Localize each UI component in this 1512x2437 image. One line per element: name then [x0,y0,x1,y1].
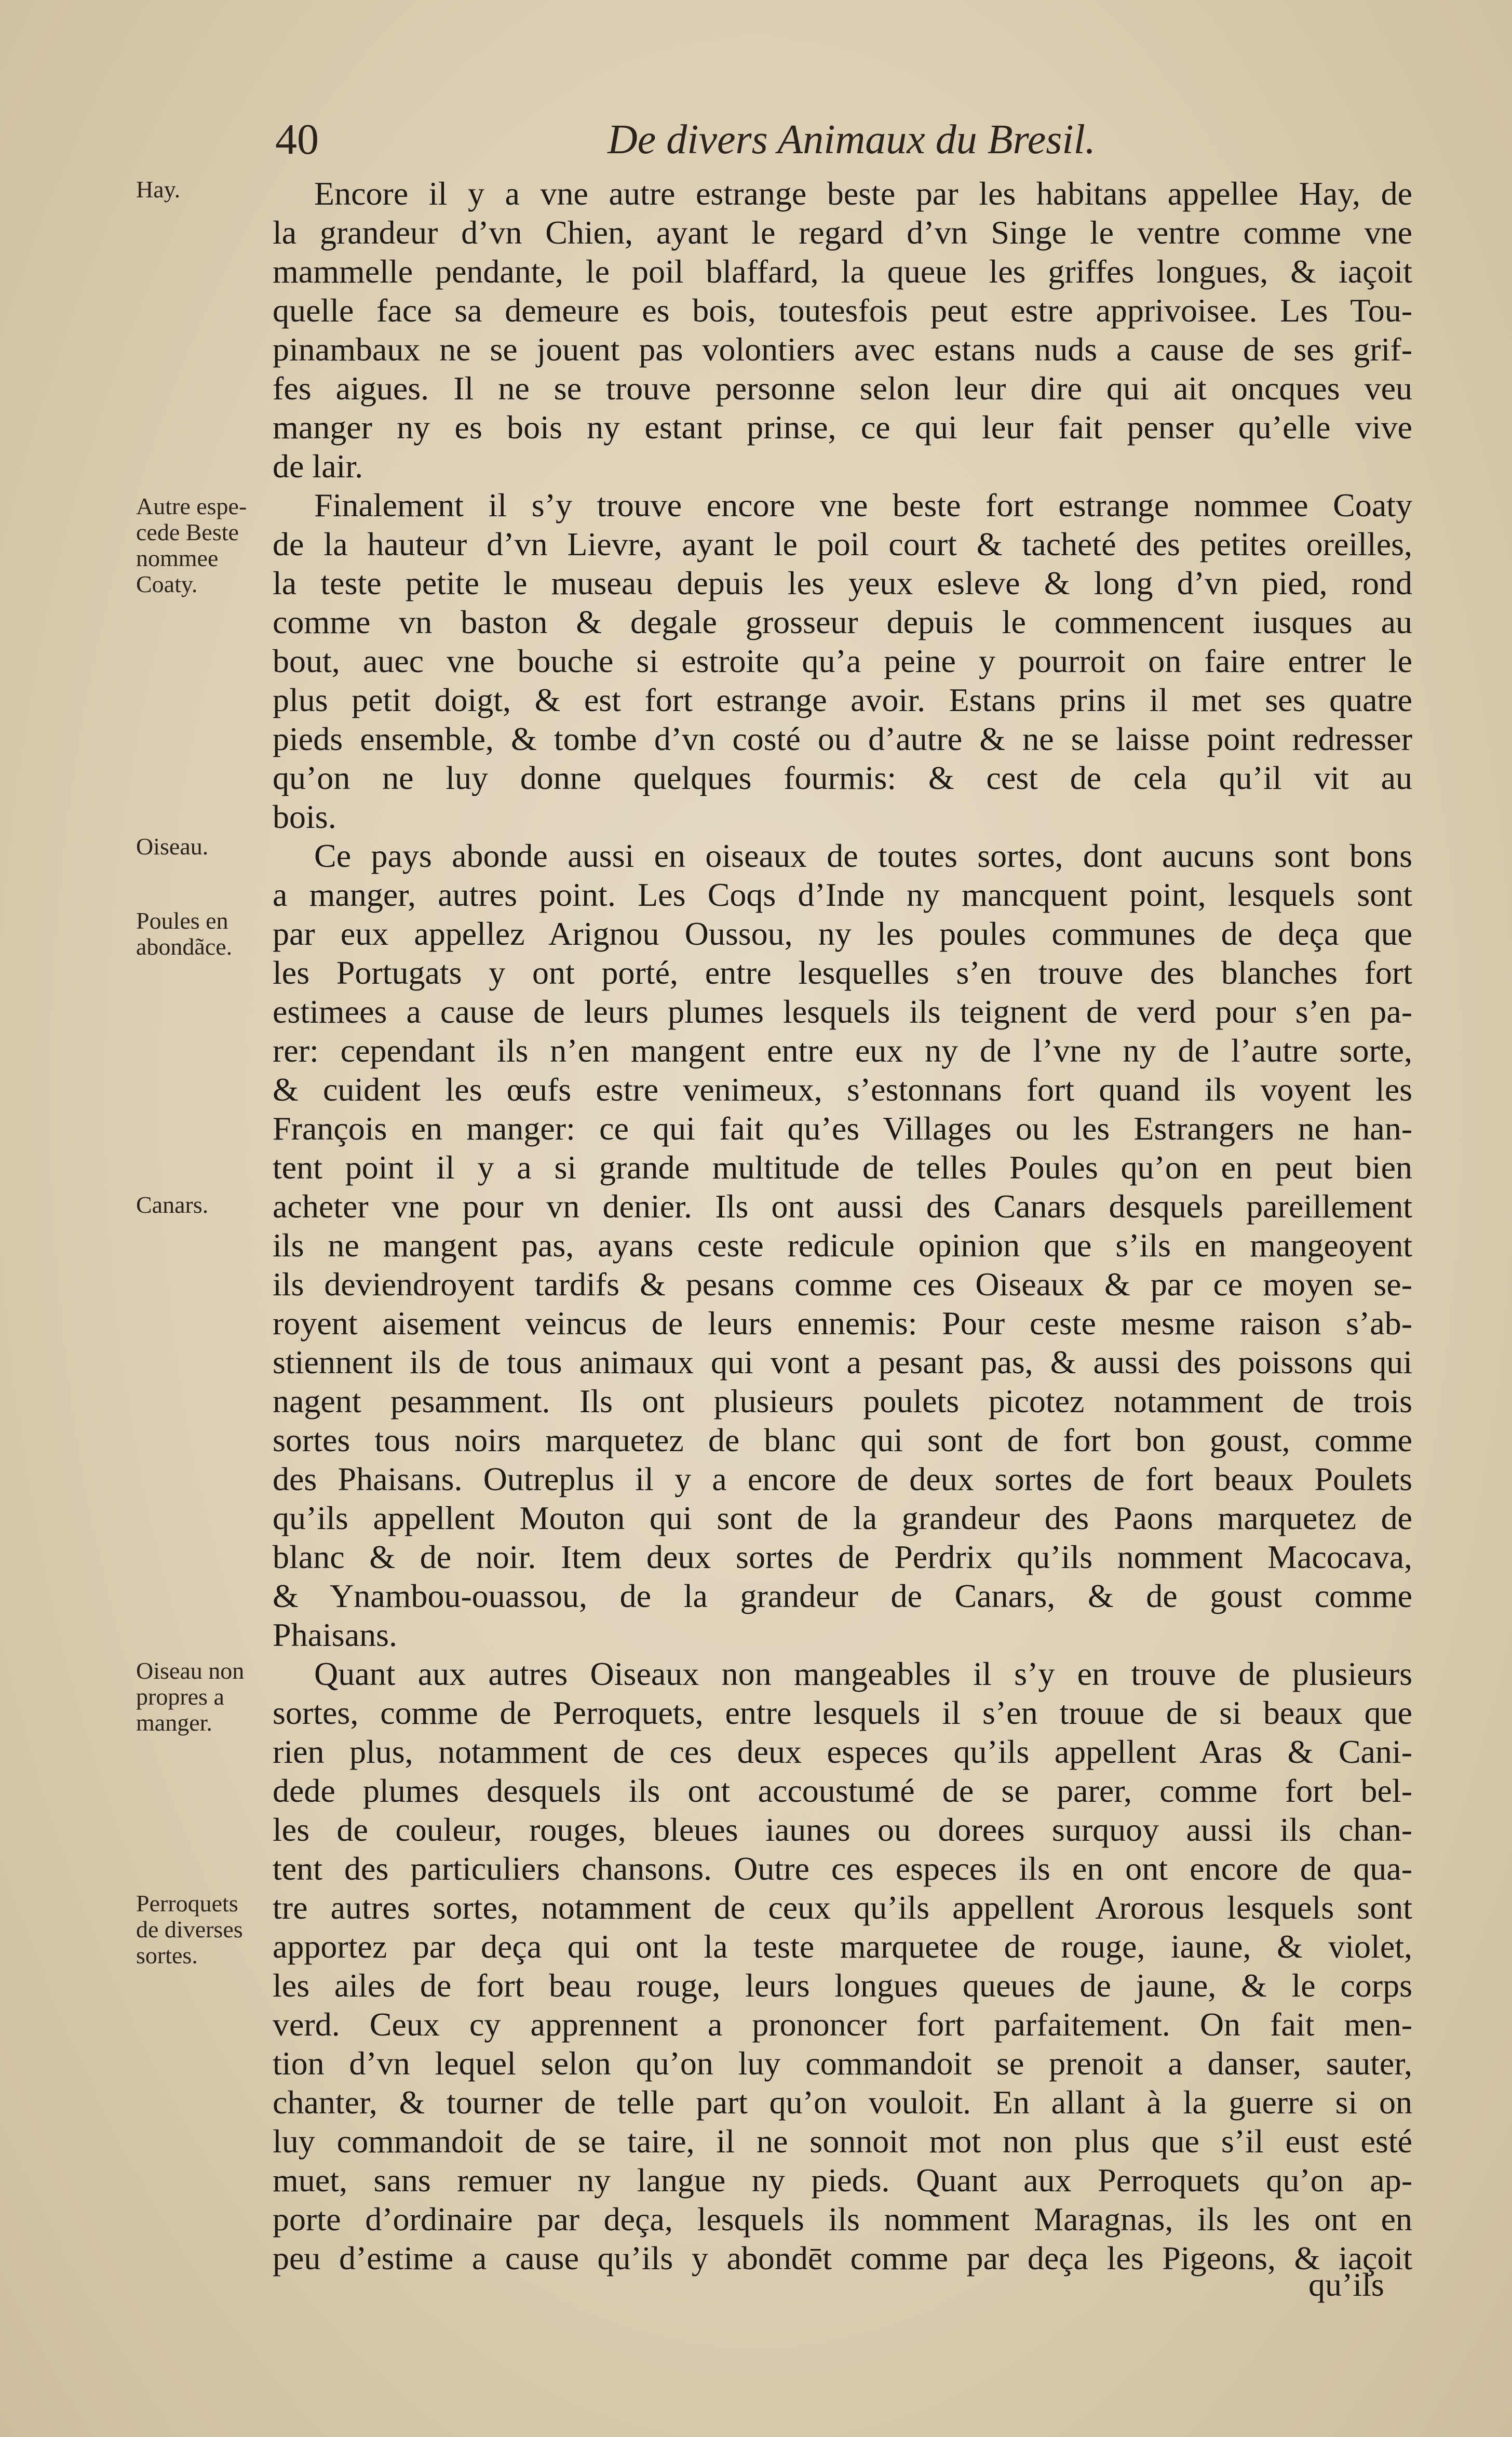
text-line: porte d’ordinaire par deça, lesquels ils nomment Maragnas, ils les ont en [273,2201,1412,2238]
running-title: De divers Animaux du Bresil. [608,117,1096,163]
text-line [273,2278,1412,2317]
text-line: acheter vne pour vn denier. Ils ont aussi des Canars desquels pareillement [273,1188,1412,1225]
text-line: les Portugats y ont porté, entre lesquelles s’en trouve des blanches fort [273,954,1412,991]
text-line: blanc & de noir. Item deux sortes de Perdrix qu’ils nomment Macocava, [273,1538,1412,1575]
text-line: Encore il y a vne autre estrange beste par les habitans appellee Hay, de [314,175,1412,212]
text-line: tre autres sortes, notamment de ceux qu’ils appellent Arorous lesquels sont [273,1889,1412,1926]
text-line: Ce pays abonde aussi en oiseaux de toutes sortes, dont aucuns sont bons [314,837,1412,874]
text-line: plus petit doigt, & est fort estrange avoir. Estans prins il met ses quatre [273,681,1412,718]
text-line: nagent pesamment. Ils ont plusieurs poulets picotez notamment de trois [273,1383,1412,1420]
text-line: la teste petite le museau depuis les yeux esleve & long d’vn pied, rond [273,565,1412,601]
margin-note: Oiseau. [136,833,209,860]
body-text [273,174,1412,2407]
text-line: les ailes de fort beau rouge, leurs longues queues de jaune, & le corps [273,1967,1412,2004]
text-line: ils deviendroyent tardifs & pesans comme ces Oiseaux & par ce moyen se- [273,1266,1412,1303]
text-line: bois. [273,798,336,835]
text-line: la grandeur d’vn Chien, ayant le regard d’vn Singe le ventre comme vne [273,214,1412,251]
text-line: manger ny es bois ny estant prinse, ce qui leur fait penser qu’elle vive [273,409,1412,446]
text-line: tion d’vn lequel selon qu’on luy commandoit se prenoit a danser, sauter, [273,2045,1412,2082]
text-line: peu d’estime a cause qu’ils y abondēt comme par deça les Pigeons, & iaçoit [273,2240,1412,2277]
catchword: qu’ils [1308,2266,1384,2303]
text-line: tent des particuliers chansons. Outre ces especes ils en ont encore de qua- [273,1850,1412,1887]
text-line: ils ne mangent pas, ayans ceste redicule opinion que s’ils en mangeoyent [273,1227,1412,1264]
text-line: Phaisans. [273,1616,397,1653]
margin-note: Perroquets de diverses sortes. [136,1890,243,1969]
text-line: qu’on ne luy donne quelques fourmis: & cest de cela qu’il vit au [273,759,1412,796]
text-line: fes aigues. Il ne se trouve personne selon leur dire qui ait oncques veu [273,370,1412,407]
text-line: des Phaisans. Outreplus il y a encore de deux sortes de fort beaux Poulets [273,1461,1412,1497]
text-line: de la hauteur d’vn Lievre, ayant le poil court & tacheté des petites oreilles, [273,526,1412,563]
text-line: verd. Ceux cy apprennent a prononcer fort parfaitement. On fait men- [273,2006,1412,2043]
text-line: Finalement il s’y trouve encore vne beste fort estrange nommee Coaty [314,487,1412,524]
text-line: François en manger: ce qui fait qu’es Villages ou les Estrangers ne han- [273,1110,1412,1147]
margin-note: Hay. [136,176,181,203]
text-line: apportez par deça qui ont la teste marquetee de rouge, iaune, & violet, [273,1928,1412,1965]
text-line: qu’ils appellent Mouton qui sont de la grandeur des Paons marquetez de [273,1499,1412,1536]
text-line: chanter, & tourner de telle part qu’on vouloit. En allant à la guerre si on [273,2084,1412,2121]
text-line: de lair. [273,448,363,485]
text-line: comme vn baston & degale grosseur depuis le commencent iusques au [273,604,1412,640]
text-line: dede plumes desquels ils ont accoustumé de se parer, comme fort bel- [273,1772,1412,1809]
text-line: tent point il y a si grande multitude de telles Poules qu’on en peut bien [273,1149,1412,1186]
page-header [270,109,1412,171]
text-line: sortes tous noirs marquetez de blanc qui sont de fort bon goust, comme [273,1422,1412,1458]
text-line: a manger, autres point. Les Coqs d’Inde ny mancquent point, lesquels sont [273,876,1412,913]
text-line: & cuident les œufs estre venimeux, s’estonnans fort quand ils voyent les [273,1071,1412,1108]
text-line: par eux appellez Arignou Oussou, ny les poules communes de deça que [273,915,1412,952]
margin-note: Poules en abondãce. [136,907,233,960]
text-line: rer: cependant ils n’en mangent entre eux ny de l’vne ny de l’autre sorte, [273,1032,1412,1069]
text-line: bout, auec vne bouche si estroite qu’a peine y pourroit on faire entrer le [273,642,1412,679]
text-line: royent aisement veincus de leurs ennemis: Pour ceste mesme raison s’ab- [273,1305,1412,1342]
text-line: les de couleur, rouges, bleues iaunes ou dorees surquoy aussi ils chan- [273,1811,1412,1848]
text-line: & Ynambou-ouassou, de la grandeur de Canars, & de goust comme [273,1577,1412,1614]
text-line: estimees a cause de leurs plumes lesquels ils teignent de verd pour s’en pa- [273,993,1412,1030]
text-line: pinambaux ne se jouent pas volontiers avec estans nuds a cause de ses grif- [273,331,1412,368]
text-line: mammelle pendante, le poil blaffard, la queue les griffes longues, & iaçoit [273,253,1412,290]
text-line: pieds ensemble, & tombe d’vn costé ou d’autre & ne se laisse point redresser [273,720,1412,757]
margin-note: Autre espe- cede Beste nommee Coaty. [136,493,247,597]
text-line: stiennent ils de tous animaux qui vont a pesant pas, & aussi des poissons qui [273,1344,1412,1381]
text-line: luy commandoit de se taire, il ne sonnoit mot non plus que s’il eust esté [273,2123,1412,2160]
margin-note: Oiseau non propres a manger. [136,1657,245,1736]
text-line: muet, sans remuer ny langue ny pieds. Quant aux Perroquets qu’on ap- [273,2162,1412,2199]
text-line: quelle face sa demeure es bois, toutesfois peut estre apprivoisee. Les Tou- [273,292,1412,329]
text-line: Quant aux autres Oiseaux non mangeables il s’y en trouve de plusieurs [314,1655,1412,1692]
text-line: sortes, comme de Perroquets, entre lesquels il s’en trouue de si beaux que [273,1694,1412,1731]
page-number: 40 [275,115,319,164]
margin-note: Canars. [136,1191,209,1218]
text-line: rien plus, notamment de ces deux especes qu’ils appellent Aras & Cani- [273,1733,1412,1770]
